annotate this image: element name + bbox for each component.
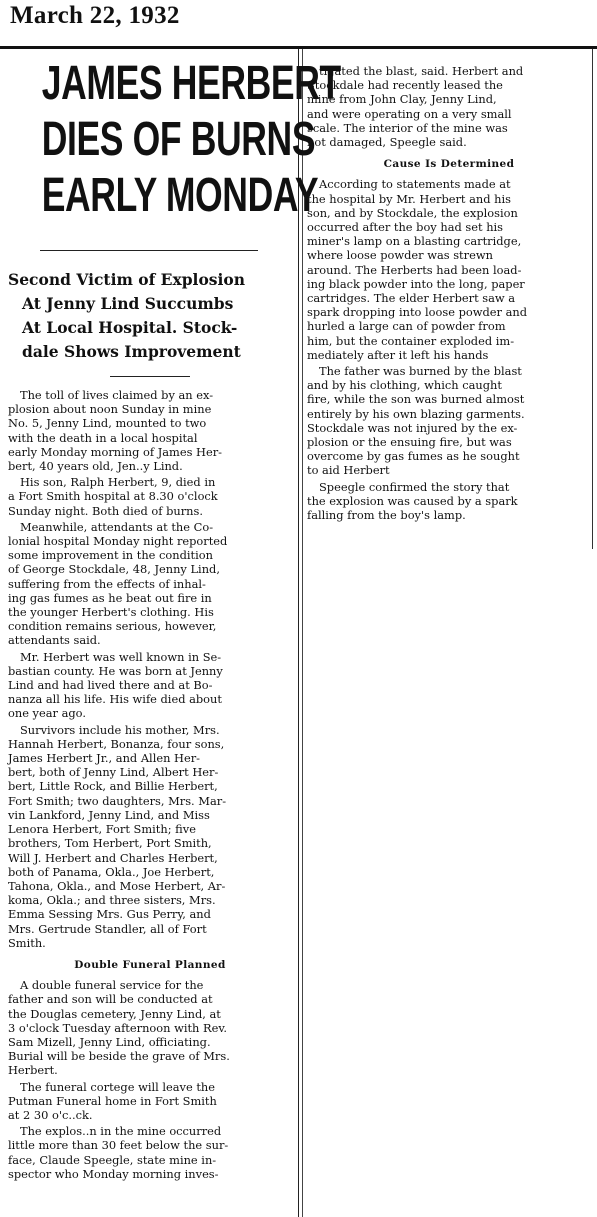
article-line: the younger Herbert's clothing. His xyxy=(8,605,214,620)
article-line: Tahona, Okla., and Mose Herbert, Ar- xyxy=(8,878,226,893)
article-paragraph xyxy=(307,177,591,362)
article-line: overcome by gas fumes as he sought xyxy=(307,449,520,464)
deck-line: Second Victim of Explosion xyxy=(8,270,246,289)
headline xyxy=(41,56,341,224)
article-paragraph xyxy=(307,480,591,523)
article-paragraph xyxy=(8,1124,292,1181)
article-line: Speegle confirmed the story that xyxy=(319,479,510,494)
headline-divider xyxy=(40,250,258,251)
article-line: nanza all his life. His wife died about xyxy=(8,692,222,707)
article-column-right xyxy=(307,64,591,524)
article-line: tigated the blast, said. Herbert and xyxy=(319,64,524,78)
article-column-left xyxy=(8,388,292,1183)
article-line: one year ago. xyxy=(8,706,86,721)
article-line: at 2 30 o'c..ck. xyxy=(8,1107,93,1122)
page-date: March 22, 1932 xyxy=(10,2,180,29)
deck-line: dale Shows Improvement xyxy=(22,342,241,361)
article-line: a Fort Smith hospital at 8.30 o'clock xyxy=(8,489,218,504)
article-line: to aid Herbert xyxy=(307,463,390,478)
article-line: occurred after the boy had set his xyxy=(307,220,504,235)
article-line: fire, while the son was burned almost xyxy=(307,392,525,407)
article-line: The toll of lives claimed by an ex- xyxy=(20,388,214,402)
article-line: bert, 40 years old, Jen..y Lind. xyxy=(8,459,183,474)
article-line: Mrs. Gertrude Standler, all of Fort xyxy=(8,921,207,936)
article-line: the Douglas cemetery, Jenny Lind, at xyxy=(8,1006,221,1021)
article-line: Lenora Herbert, Fort Smith; five xyxy=(8,822,196,837)
article-paragraph xyxy=(8,978,292,1077)
section-subhead: Cause Is Determined xyxy=(383,158,515,171)
article-line: Burial will be beside the grave of Mrs. xyxy=(8,1049,230,1064)
article-line: James Herbert Jr., and Allen Her- xyxy=(8,751,200,766)
article-line: plosion or the ensuing fire, but was xyxy=(307,435,512,450)
article-line: bert, both of Jenny Lind, Albert Her- xyxy=(8,765,219,780)
article-line: him, but the container exploded im- xyxy=(307,333,515,348)
article-line: where loose powder was strewn xyxy=(307,248,493,263)
article-line: A double funeral service for the xyxy=(20,978,204,993)
article-line: plosion about noon Sunday in mine xyxy=(8,402,212,417)
article-line: hurled a large can of powder from xyxy=(307,319,506,334)
article-line: Sam Mizell, Jenny Lind, officiating. xyxy=(8,1034,211,1049)
article-line: Meanwhile, attendants at the Co- xyxy=(20,519,214,534)
column-divider-inner xyxy=(302,49,303,1217)
article-line: bert, Little Rock, and Billie Herbert, xyxy=(8,779,218,794)
article-line: lonial hospital Monday night reported xyxy=(8,534,228,549)
article-line: The funeral cortege will leave the xyxy=(20,1079,216,1094)
article-line: Emma Sessing Mrs. Gus Perry, and xyxy=(8,907,211,922)
article-line: Herbert. xyxy=(8,1063,58,1078)
article-line: condition remains serious, however, xyxy=(8,619,217,634)
headline-line: JAMES HERBERT xyxy=(41,57,341,110)
article-line: son, and by Stockdale, the explosion xyxy=(307,205,518,220)
headline-line: EARLY MONDAY xyxy=(41,169,319,222)
article-line: Sunday night. Both died of burns. xyxy=(8,503,203,518)
article-paragraph xyxy=(307,64,591,149)
article-line: Putman Funeral home in Fort Smith xyxy=(8,1093,217,1108)
article-line: According to statements made at xyxy=(319,177,511,192)
article-line: around. The Herberts had been load- xyxy=(307,262,522,277)
article-line: The explos..n in the mine occurred xyxy=(20,1124,222,1139)
article-line: mediately after it left his hands xyxy=(307,347,489,362)
article-paragraph xyxy=(8,650,292,721)
article-line: entirely by his own blazing garments. xyxy=(307,406,525,421)
article-line: Mr. Herbert was well known in Se- xyxy=(20,649,222,664)
article-line: attendants said. xyxy=(8,633,101,648)
article-line: Survivors include his mother, Mrs. xyxy=(20,722,220,737)
article-line: Fort Smith; two daughters, Mrs. Mar- xyxy=(8,793,227,808)
deck-line: At Local Hospital. Stock- xyxy=(22,318,238,337)
article-line: suffering from the effects of inhal- xyxy=(8,576,206,591)
article-line: miner's lamp on a blasting cartridge, xyxy=(307,234,522,249)
article-line: mine from John Clay, Jenny Lind, xyxy=(307,92,497,107)
article-line: ing gas fumes as he beat out fire in xyxy=(8,590,212,605)
article-line: Will J. Herbert and Charles Herbert, xyxy=(8,850,218,865)
deck-divider xyxy=(110,376,190,377)
column-divider xyxy=(298,49,299,1217)
subheadline-deck xyxy=(8,268,290,364)
article-line: His son, Ralph Herbert, 9, died in xyxy=(20,475,216,490)
article-line: The father was burned by the blast xyxy=(319,364,522,379)
headline-line: DIES OF BURNS xyxy=(41,113,316,166)
article-paragraph xyxy=(8,475,292,518)
article-line: Smith. xyxy=(8,935,46,950)
article-line: both of Panama, Okla., Joe Herbert, xyxy=(8,864,215,879)
right-column-rule xyxy=(592,49,593,549)
article-line: face, Claude Speegle, state mine in- xyxy=(8,1152,217,1167)
article-line: cartridges. The elder Herbert saw a xyxy=(307,291,516,306)
article-line: father and son will be conducted at xyxy=(8,992,213,1007)
article-paragraph xyxy=(8,1080,292,1123)
article-line: bastian county. He was born at Jenny xyxy=(8,663,223,678)
article-line: spector who Monday morning inves- xyxy=(8,1166,219,1181)
article-line: falling from the boy's lamp. xyxy=(307,508,466,523)
article-line: and were operating on a very small xyxy=(307,106,512,121)
article-line: little more than 30 feet below the sur- xyxy=(8,1138,229,1153)
article-line: scale. The interior of the mine was xyxy=(307,120,508,135)
deck-line: At Jenny Lind Succumbs xyxy=(22,294,234,313)
article-line: brothers, Tom Herbert, Port Smith, xyxy=(8,836,212,851)
article-line: with the death in a local hospital xyxy=(8,430,198,445)
article-paragraph xyxy=(8,520,292,648)
article-line: spark dropping into loose powder and xyxy=(307,305,527,320)
article-line: Lind and had lived there and at Bo- xyxy=(8,678,213,693)
article-line: and by his clothing, which caught xyxy=(307,378,502,393)
article-paragraph xyxy=(8,388,292,473)
article-paragraph xyxy=(307,364,591,478)
article-line: not damaged, Speegle said. xyxy=(307,135,467,150)
article-line: Hannah Herbert, Bonanza, four sons, xyxy=(8,736,225,751)
article-line: ing black powder into the long, paper xyxy=(307,276,525,291)
article-line: koma, Okla.; and three sisters, Mrs. xyxy=(8,893,216,908)
article-line: Stockdale had recently leased the xyxy=(307,78,503,93)
article-line: some improvement in the condition xyxy=(8,548,213,563)
section-subhead: Double Funeral Planned xyxy=(74,958,226,971)
article-line: of George Stockdale, 48, Jenny Lind, xyxy=(8,562,220,577)
article-line: No. 5, Jenny Lind, mounted to two xyxy=(8,416,207,431)
article-line: the explosion was caused by a spark xyxy=(307,493,518,508)
article-line: early Monday morning of James Her- xyxy=(8,444,223,459)
article-paragraph xyxy=(8,723,292,950)
article-line: 3 o'clock Tuesday afternoon with Rev. xyxy=(8,1020,228,1035)
article-line: vin Lankford, Jenny Lind, and Miss xyxy=(8,807,210,822)
article-line: Stockdale was not injured by the ex- xyxy=(307,420,518,435)
article-line: the hospital by Mr. Herbert and his xyxy=(307,191,511,206)
